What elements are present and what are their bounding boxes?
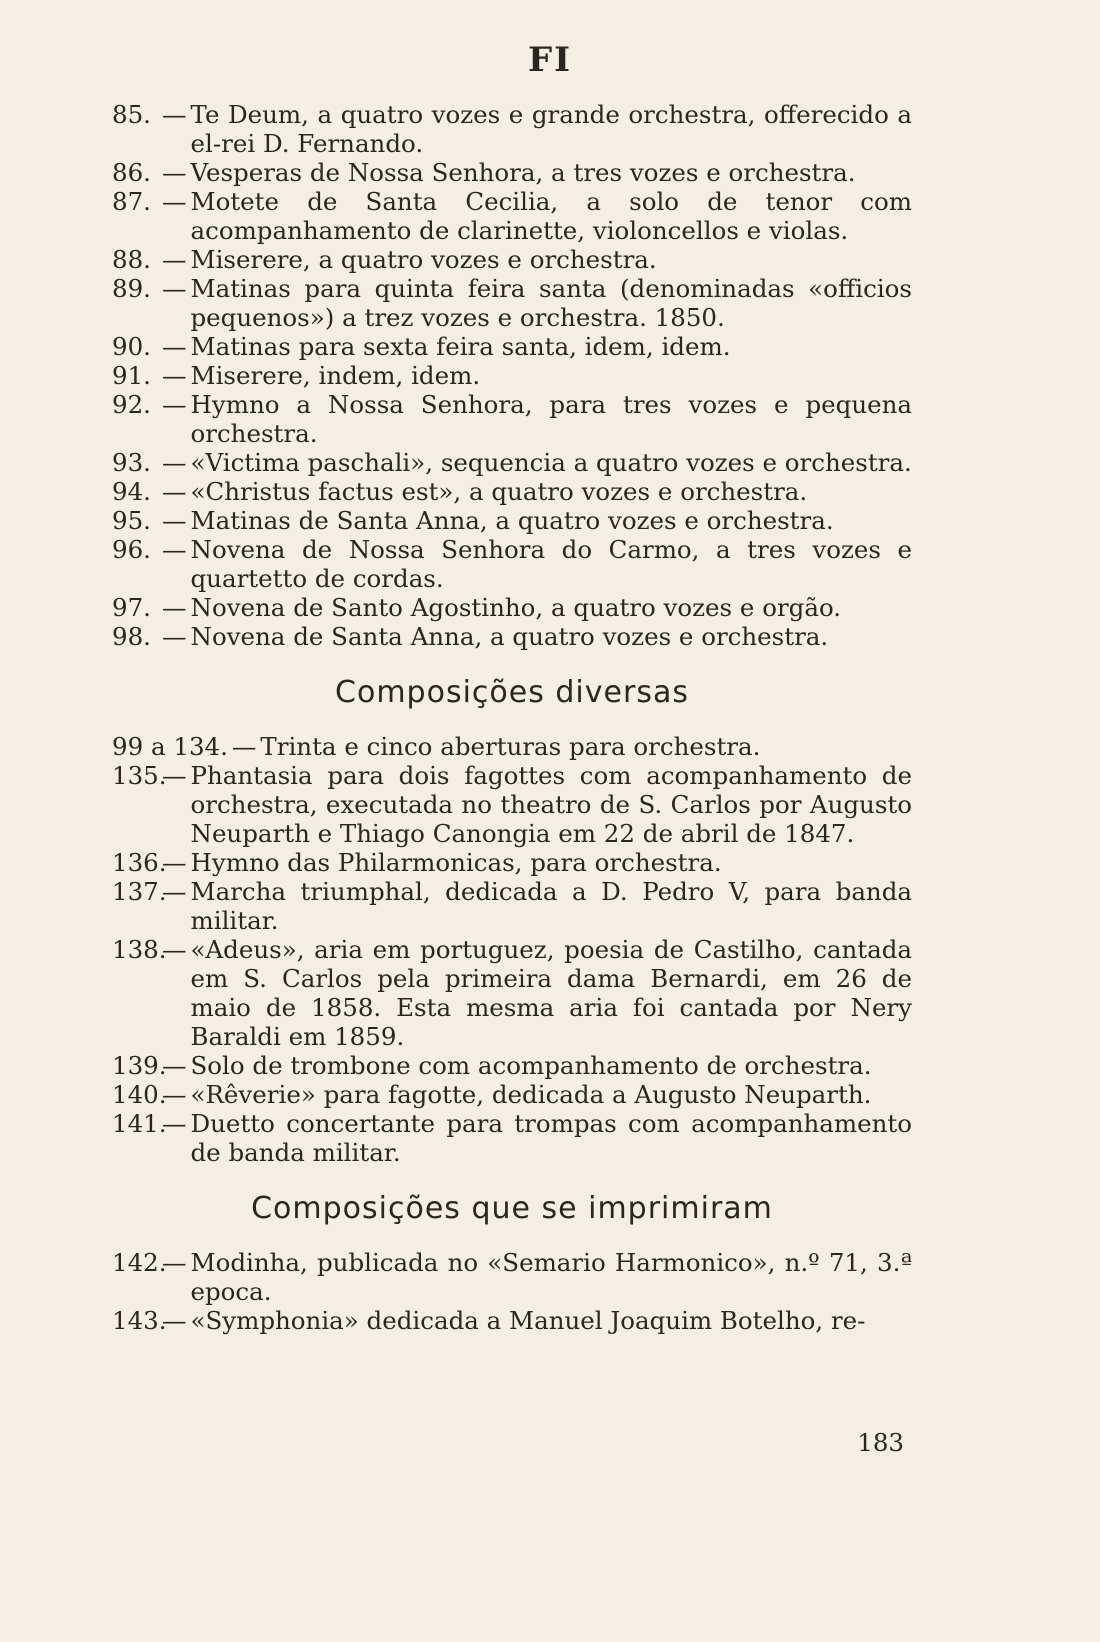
entry-dash: — — [162, 100, 187, 129]
entry-text: Matinas de Santa Anna, a quatro vozes e orchestra. — [190, 506, 834, 535]
catalogue-entry — [112, 245, 912, 274]
entry-dash: — — [162, 245, 187, 274]
entry-text: Te Deum, a quatro vozes e grande orchestra, offerecido a el-rei D. Fernando. — [190, 100, 912, 158]
entry-number: 142. — [112, 1248, 167, 1277]
catalogue-entry — [112, 274, 912, 332]
catalogue-entry — [112, 1109, 912, 1167]
catalogue-entry — [112, 1306, 912, 1335]
section-heading-diversas: Composições diversas — [335, 675, 689, 710]
entry-text: Hymno a Nossa Senhora, para tres vozes e pequena orchestra. — [190, 390, 912, 448]
catalogue-entry — [112, 935, 912, 1051]
entry-list-imprimiram — [112, 1248, 912, 1335]
entry-number: 85. — [112, 100, 151, 129]
entry-number: 136. — [112, 848, 167, 877]
entry-text: Marcha triumphal, dedicada a D. Pedro V, para banda militar. — [190, 877, 912, 935]
entry-text: Modinha, publicada no «Semario Harmonico», n.º 71, 3.ª epoca. — [190, 1248, 912, 1306]
entry-number: 88. — [112, 245, 151, 274]
catalogue-entry — [112, 1051, 912, 1080]
entry-number: 98. — [112, 622, 151, 651]
entry-text: Duetto concertante para trompas com acompanhamento de banda militar. — [190, 1109, 912, 1167]
catalogue-entry — [112, 593, 912, 622]
entry-number: 89. — [112, 274, 151, 303]
entry-number: 86. — [112, 158, 151, 187]
entry-number: 97. — [112, 593, 151, 622]
entry-dash: — — [162, 1109, 187, 1138]
entry-number: 143. — [112, 1306, 167, 1335]
catalogue-entry — [112, 332, 912, 361]
entry-text: Miserere, indem, idem. — [190, 361, 481, 390]
entry-text: Matinas para quinta feira santa (denominadas «officios pequenos») a trez vozes e orchestra. 1850. — [190, 274, 912, 332]
entry-number: 99 a 134. — [112, 732, 228, 761]
entry-text: Phantasia para dois fagottes com acompanhamento de orchestra, executada no theatro de S. Carlos por Augusto Neuparth e Thiago Canongia em 22 de abril de 1847. — [190, 761, 912, 848]
catalogue-entry — [112, 732, 912, 761]
entry-text: Novena de Santo Agostinho, a quatro vozes e orgão. — [190, 593, 842, 622]
entry-text: «Victima paschali», sequencia a quatro vozes e orchestra. — [190, 448, 912, 477]
entry-text: Novena de Santa Anna, a quatro vozes e orchestra. — [190, 622, 829, 651]
entry-text: Vesperas de Nossa Senhora, a tres vozes e orchestra. — [190, 158, 856, 187]
entry-dash: — — [162, 622, 187, 651]
running-head: FI — [527, 40, 573, 80]
catalogue-entry — [112, 100, 912, 158]
page-number: 183 — [857, 1428, 904, 1457]
entry-dash: — — [162, 506, 187, 535]
catalogue-entry — [112, 506, 912, 535]
entry-dash: — — [162, 274, 187, 303]
entry-dash: — — [162, 535, 187, 564]
entry-number: 95. — [112, 506, 151, 535]
catalogue-entry — [112, 361, 912, 390]
catalogue-entry — [112, 187, 912, 245]
entry-dash: — — [162, 848, 187, 877]
entry-number: 93. — [112, 448, 151, 477]
section-heading-imprimiram: Composições que se imprimiram — [251, 1191, 773, 1226]
entry-dash: — — [162, 761, 187, 790]
entry-text: Miserere, a quatro vozes e orchestra. — [190, 245, 657, 274]
catalogue-entry — [112, 158, 912, 187]
entry-text: Hymno das Philarmonicas, para orchestra. — [190, 848, 722, 877]
entry-number: 135. — [112, 761, 167, 790]
entry-number: 141. — [112, 1109, 167, 1138]
entry-dash: — — [162, 1306, 187, 1335]
entry-number: 87. — [112, 187, 151, 216]
entry-number: 138. — [112, 935, 167, 964]
entry-dash: — — [162, 877, 187, 906]
entry-text: Matinas para sexta feira santa, idem, idem. — [190, 332, 731, 361]
catalogue-entry — [112, 535, 912, 593]
entry-dash: — — [162, 448, 187, 477]
entry-dash: — — [162, 332, 187, 361]
entry-text: «Adeus», aria em portuguez, poesia de Castilho, cantada em S. Carlos pela primeira dama Bernardi, em 26 de maio de 1858. Esta mesma aria foi cantada por Nery Baraldi em 1859. — [190, 935, 912, 1051]
entry-number: 90. — [112, 332, 151, 361]
entry-text: Solo de trombone com acompanhamento de orchestra. — [190, 1051, 872, 1080]
entry-list-diversas — [112, 732, 912, 1167]
catalogue-entry — [112, 848, 912, 877]
entry-number: 91. — [112, 361, 151, 390]
entry-text: Trinta e cinco aberturas para orchestra. — [260, 732, 761, 761]
entry-dash: — — [162, 390, 187, 419]
body-text — [112, 100, 912, 1335]
entry-dash: — — [162, 477, 187, 506]
entry-dash: — — [231, 732, 257, 761]
entry-text: «Symphonia» dedicada a Manuel Joaquim Botelho, re- — [190, 1306, 866, 1335]
entry-dash: — — [162, 935, 187, 964]
catalogue-entry — [112, 761, 912, 848]
catalogue-entry — [112, 477, 912, 506]
entry-dash: — — [162, 361, 187, 390]
entry-number: 94. — [112, 477, 151, 506]
catalogue-entry — [112, 390, 912, 448]
entry-number: 92. — [112, 390, 151, 419]
entry-text: Novena de Nossa Senhora do Carmo, a tres vozes e quartetto de cordas. — [190, 535, 912, 593]
entry-dash: — — [162, 593, 187, 622]
entry-dash: — — [162, 1248, 187, 1277]
entry-number: 96. — [112, 535, 151, 564]
catalogue-entry — [112, 877, 912, 935]
entry-dash: — — [162, 187, 187, 216]
entry-number: 139. — [112, 1051, 167, 1080]
entry-number: 137. — [112, 877, 167, 906]
entry-text: «Rêverie» para fagotte, dedicada a Augusto Neuparth. — [190, 1080, 872, 1109]
entry-dash: — — [162, 158, 187, 187]
entry-text: «Christus factus est», a quatro vozes e orchestra. — [190, 477, 808, 506]
entry-number: 140. — [112, 1080, 167, 1109]
entry-list-sacred — [112, 100, 912, 651]
entry-dash: — — [162, 1051, 187, 1080]
catalogue-entry — [112, 1080, 912, 1109]
catalogue-entry — [112, 448, 912, 477]
catalogue-entry — [112, 1248, 912, 1306]
catalogue-entry — [112, 622, 912, 651]
entry-text: Motete de Santa Cecilia, a solo de tenor com acompanhamento de clarinette, violoncellos e violas. — [190, 187, 912, 245]
entry-dash: — — [162, 1080, 187, 1109]
